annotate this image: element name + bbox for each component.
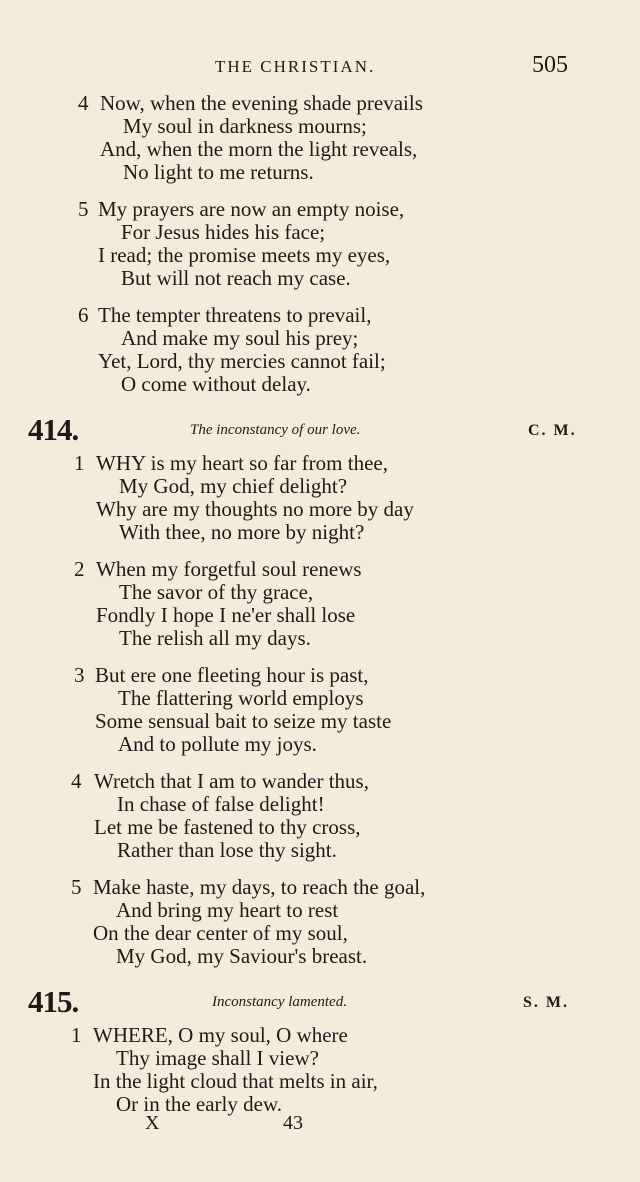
verse-text: Fondly I hope I ne'er shall lose xyxy=(96,603,356,627)
verse-text: Let me be fastened to thy cross, xyxy=(94,815,361,839)
verse-text: Rather than lose thy sight. xyxy=(117,838,337,862)
verse-text: Now, when the evening shade prevails xyxy=(100,91,423,115)
stanza-line xyxy=(0,627,640,650)
verse-text: My God, my chief delight? xyxy=(119,474,348,498)
stanza-line xyxy=(0,267,640,290)
verse-text: I read; the promise meets my eyes, xyxy=(98,243,391,267)
stanza-line xyxy=(0,1024,640,1047)
stanza-line xyxy=(0,733,640,756)
verse-text: For Jesus hides his face; xyxy=(121,220,326,244)
hymn-number: 414. xyxy=(28,412,79,447)
stanza-number: 1 xyxy=(71,1023,82,1047)
stanza-line xyxy=(0,687,640,710)
verse-text: My prayers are now an empty noise, xyxy=(98,197,405,221)
stanza-line xyxy=(0,350,640,373)
stanza xyxy=(0,304,640,396)
verse-text: WHY is my heart so far from thee, xyxy=(96,451,388,475)
verse-text: Or in the early dew. xyxy=(116,1092,282,1116)
verse-text: But ere one fleeting hour is past, xyxy=(95,663,369,687)
stanza-line xyxy=(0,770,640,793)
stanza-number: 3 xyxy=(74,663,85,687)
stanza xyxy=(0,92,640,184)
stanza-line xyxy=(0,604,640,627)
stanza-line xyxy=(0,498,640,521)
stanza-line xyxy=(0,244,640,267)
stanza-number: 2 xyxy=(74,557,85,581)
stanza-line xyxy=(0,839,640,862)
stanza-line xyxy=(0,138,640,161)
stanza-line xyxy=(0,373,640,396)
continued-hymn xyxy=(0,92,640,396)
verse-text: My soul in darkness mourns; xyxy=(123,114,367,138)
verse-text: In the light cloud that melts in air, xyxy=(93,1069,378,1093)
verse-text: Why are my thoughts no more by day xyxy=(96,497,414,521)
stanza-number: 1 xyxy=(74,451,85,475)
stanza-line xyxy=(0,221,640,244)
stanza-line xyxy=(0,922,640,945)
verse-text: The savor of thy grace, xyxy=(119,580,314,604)
stanza xyxy=(0,1024,640,1116)
stanza-line xyxy=(0,876,640,899)
hymn-number: 415. xyxy=(28,984,79,1019)
hymn-415 xyxy=(0,982,640,1116)
stanza-line xyxy=(0,558,640,581)
hymn-meter: S. M. xyxy=(523,994,569,1011)
stanza-line xyxy=(0,664,640,687)
verse-text: Some sensual bait to seize my taste xyxy=(95,709,392,733)
verse-text: In chase of false delight! xyxy=(117,792,325,816)
hymn-header xyxy=(0,982,640,1024)
page-content xyxy=(0,92,640,1130)
stanza-line xyxy=(0,945,640,968)
verse-text: Yet, Lord, thy mercies cannot fail; xyxy=(98,349,386,373)
stanza-line xyxy=(0,581,640,604)
verse-text: WHERE, O my soul, O where xyxy=(93,1023,348,1047)
stanza xyxy=(0,198,640,290)
stanza-line xyxy=(0,793,640,816)
running-head xyxy=(0,52,640,83)
stanza-line xyxy=(0,899,640,922)
stanza xyxy=(0,558,640,650)
sheet-number: 43 xyxy=(283,1112,303,1134)
page-footer xyxy=(0,1112,640,1138)
stanza-number: 6 xyxy=(78,303,89,327)
verse-text: The flattering world employs xyxy=(118,686,364,710)
stanza-number: 5 xyxy=(78,197,89,221)
page-number: 505 xyxy=(532,52,568,78)
stanza-line xyxy=(0,1070,640,1093)
stanza-line xyxy=(0,475,640,498)
stanza-line xyxy=(0,816,640,839)
verse-text: O come without delay. xyxy=(121,372,311,396)
verse-text: And, when the morn the light reveals, xyxy=(100,137,418,161)
verse-text: But will not reach my case. xyxy=(121,266,351,290)
verse-text: And bring my heart to rest xyxy=(116,898,339,922)
stanza xyxy=(0,876,640,968)
stanza-line xyxy=(0,161,640,184)
verse-text: My God, my Saviour's breast. xyxy=(116,944,368,968)
stanza-line xyxy=(0,452,640,475)
stanza xyxy=(0,770,640,862)
stanza-number: 4 xyxy=(71,769,82,793)
hymn-subject: Inconstancy lamented. xyxy=(212,994,347,1010)
stanza-line xyxy=(0,304,640,327)
stanza-line xyxy=(0,327,640,350)
hymn-subject: The inconstancy of our love. xyxy=(190,422,361,438)
stanza-line xyxy=(0,92,640,115)
stanza-number: 5 xyxy=(71,875,82,899)
hymn-header xyxy=(0,410,640,452)
stanza-line xyxy=(0,115,640,138)
stanza-number: 4 xyxy=(78,91,89,115)
signature-mark: X xyxy=(145,1112,160,1134)
stanza-line xyxy=(0,198,640,221)
verse-text: The relish all my days. xyxy=(119,626,311,650)
verse-text: And make my soul his prey; xyxy=(121,326,359,350)
running-title: THE CHRISTIAN. xyxy=(215,57,376,76)
stanza xyxy=(0,664,640,756)
verse-text: No light to me returns. xyxy=(123,160,314,184)
verse-text: And to pollute my joys. xyxy=(118,732,317,756)
verse-text: Make haste, my days, to reach the goal, xyxy=(93,875,426,899)
stanza xyxy=(0,452,640,544)
stanza-line xyxy=(0,710,640,733)
stanza-line xyxy=(0,521,640,544)
verse-text: On the dear center of my soul, xyxy=(93,921,348,945)
verse-text: Wretch that I am to wander thus, xyxy=(94,769,369,793)
verse-text: With thee, no more by night? xyxy=(119,520,365,544)
stanza-line xyxy=(0,1047,640,1070)
verse-text: When my forgetful soul renews xyxy=(96,557,362,581)
verse-text: The tempter threatens to prevail, xyxy=(98,303,372,327)
hymn-414 xyxy=(0,410,640,968)
hymn-meter: C. M. xyxy=(528,422,577,439)
verse-text: Thy image shall I view? xyxy=(116,1046,319,1070)
